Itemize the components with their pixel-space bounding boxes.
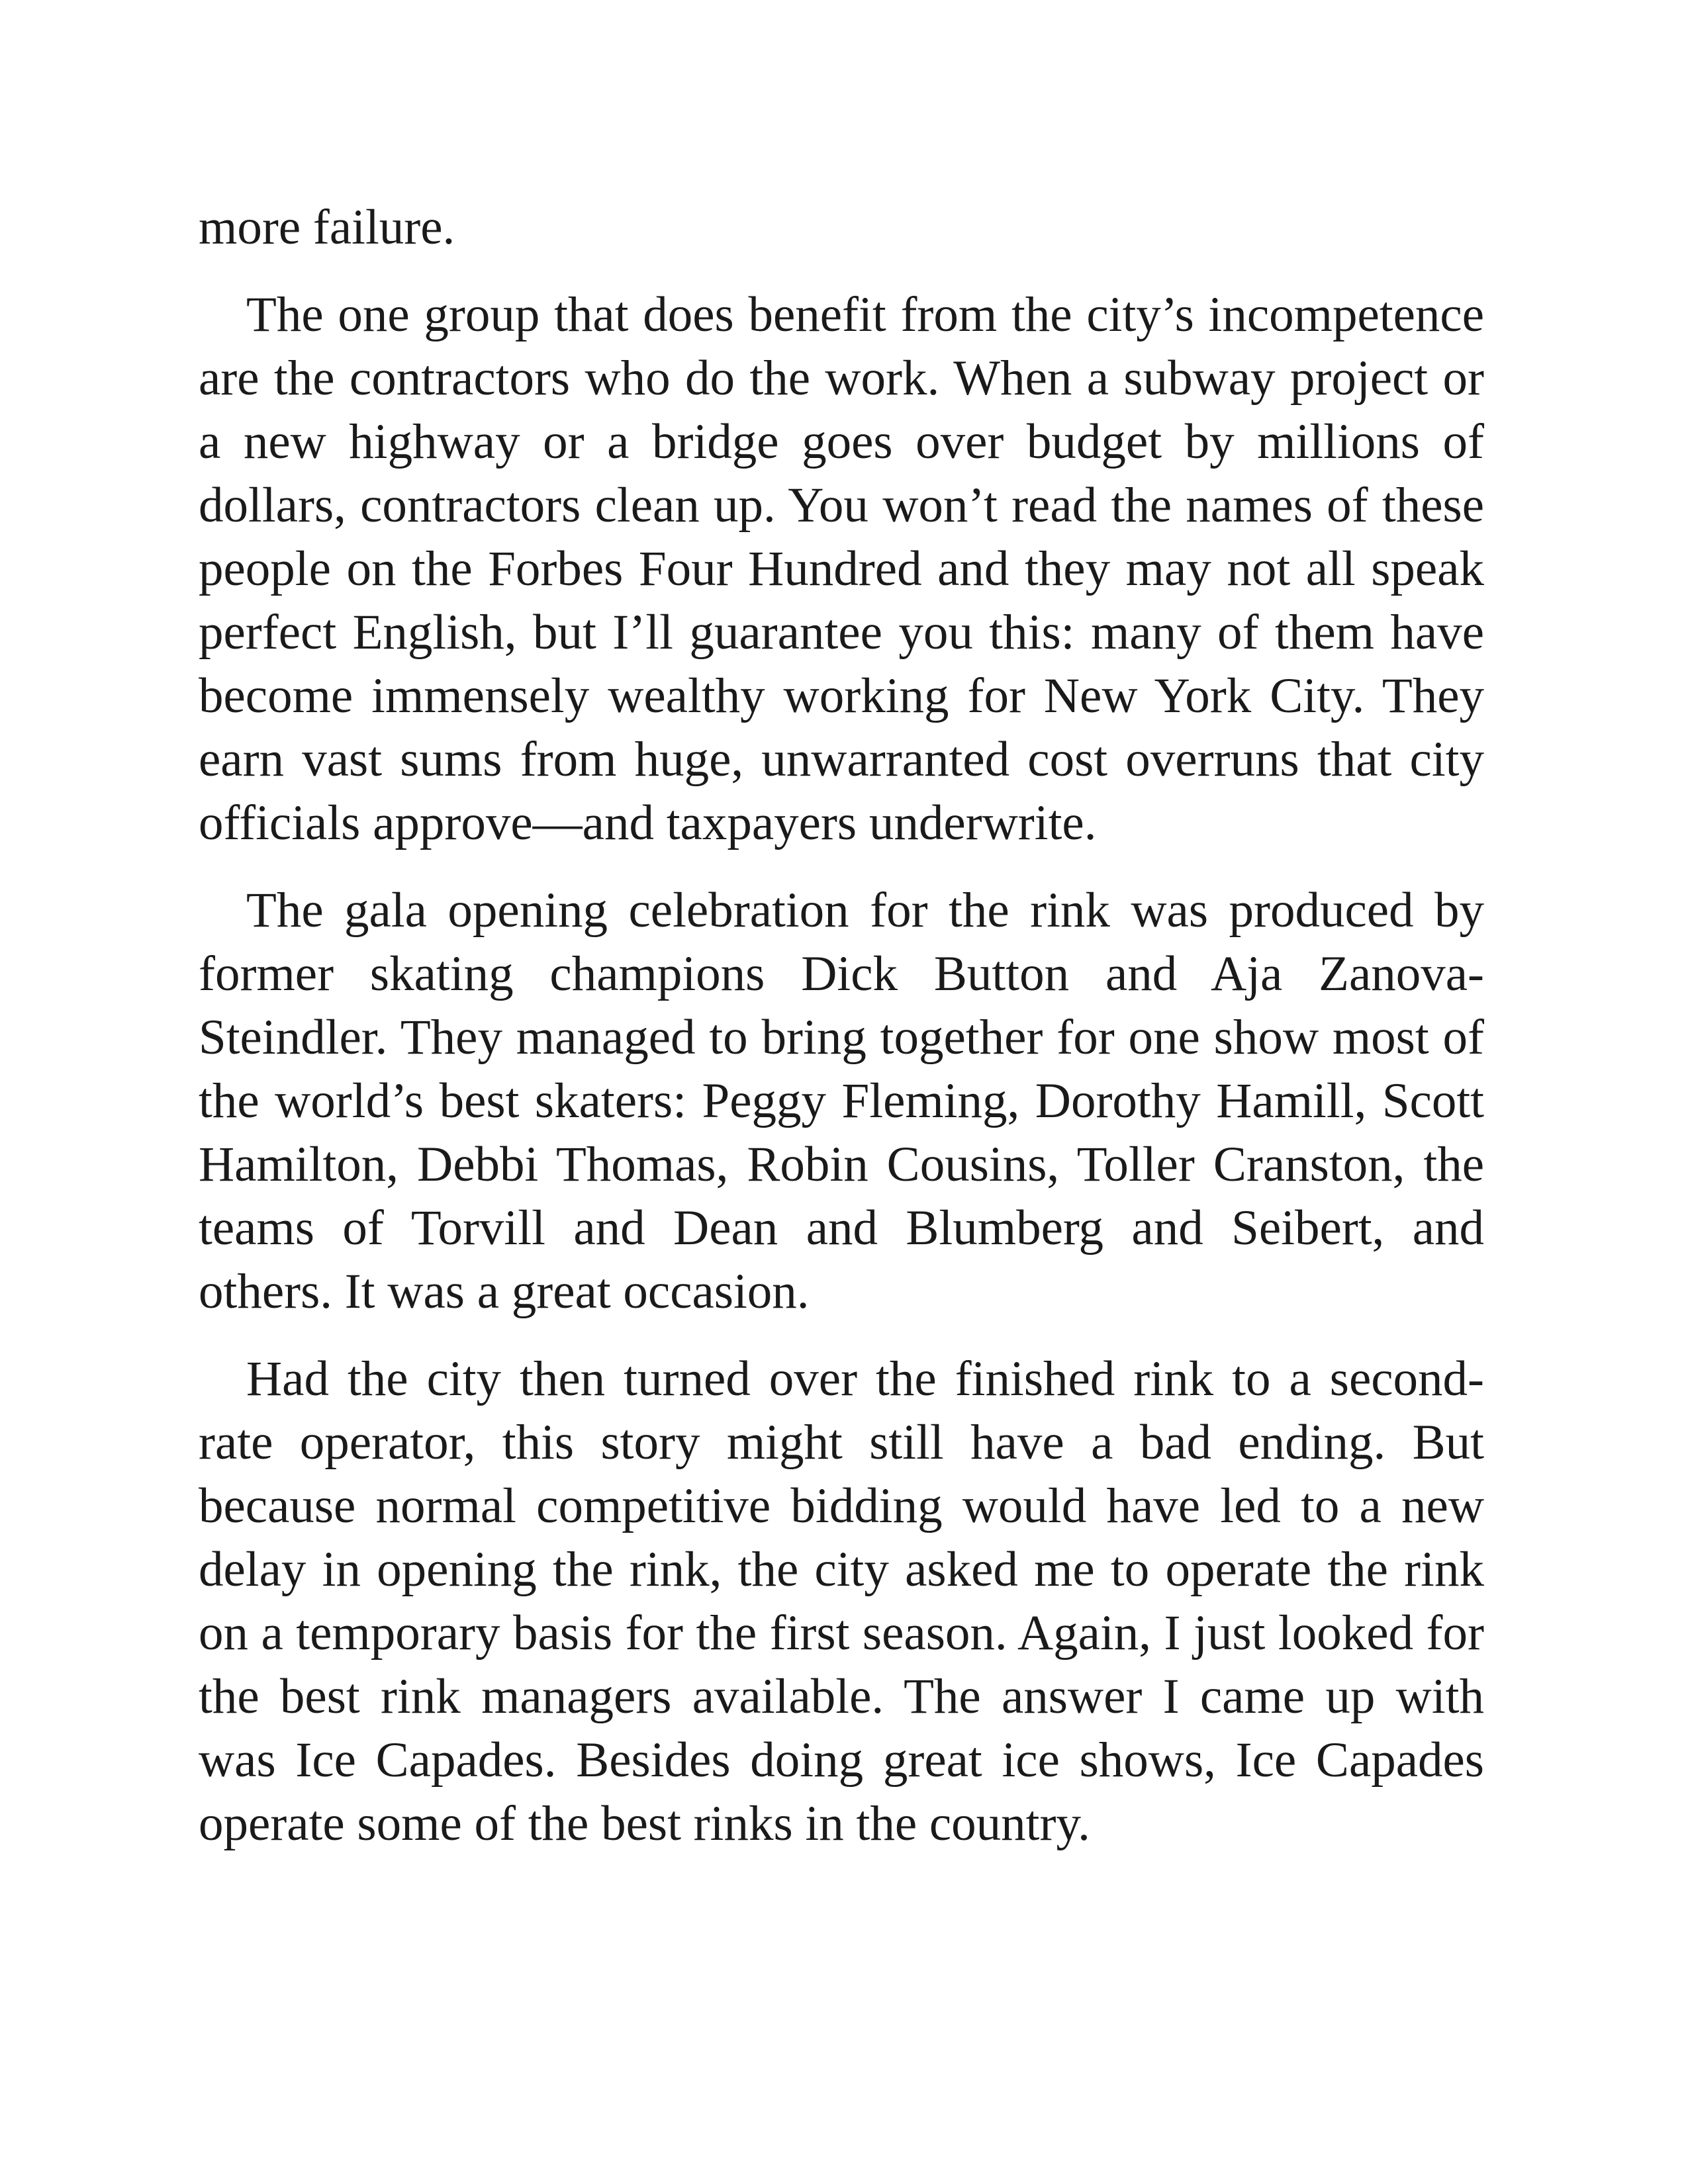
paragraph-gala-opening: The gala opening celebration for the rink was produced by former skating champions Dick Button and Aja Zanova-Steindler. They managed to bring together for one show most of the world’s best skaters: Peggy Fleming, Dorothy Hamill, Scott Hamilton, Debbi Thomas, Robin Cousins, Toller Cranston, the teams of Torvill and Dean and Blumberg and Seibert, and others. It was a great occasion.: [199, 883, 1484, 1319]
paragraph-contractors: The one group that does benefit from the city’s incompetence are the contractors who do the work. When a subway project or a new highway or a bridge goes over budget by millions of dollars, contractors clean up. You won’t read the names of these people on the Forbes Four Hundred and they may not all speak perfect English, but I’ll guarantee you this: many of them have become immensely wealthy working for New York City. They earn vast sums from huge, unwarranted cost overruns that city officials approve—and taxpayers underwrite.: [199, 287, 1484, 850]
paragraph-rink-operator: Had the city then turned over the finished rink to a second-rate operator, this story might still have a bad ending. But because normal competitive bidding would have led to a new delay in opening the rink, the city asked me to operate the rink on a temporary basis for the first season. Again, I just looked for the best rink managers available. The answer I came up with was Ice Capades. Besides doing great ice shows, Ice Capades operate some of the best rinks in the country.: [199, 1351, 1484, 1851]
document-page: [199, 196, 1484, 1880]
paragraph-continuation: more failure.: [199, 200, 455, 255]
